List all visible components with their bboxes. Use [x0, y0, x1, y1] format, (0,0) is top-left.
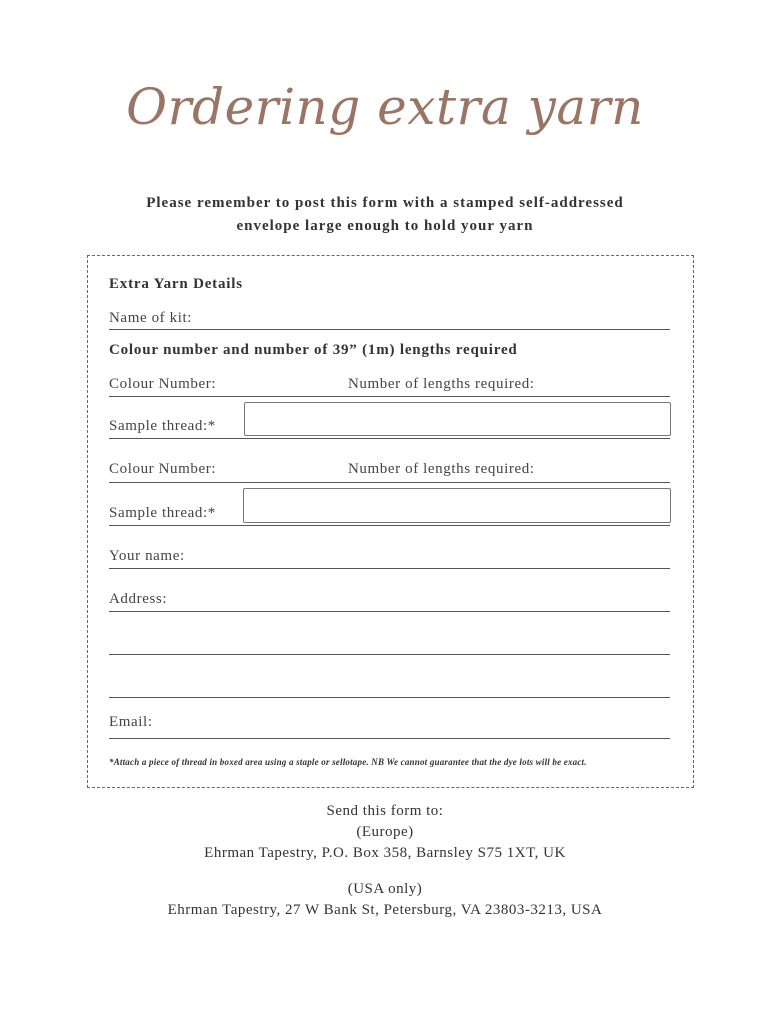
email-field[interactable]: [109, 738, 670, 739]
sample-thread-box-2[interactable]: [243, 488, 671, 523]
colour-row-2-field[interactable]: [109, 482, 670, 483]
section-heading: Extra Yarn Details: [109, 276, 243, 292]
send-to-heading: Send this form to:: [326, 803, 444, 819]
intro-line-1: Please remember to post this form with a stamped self-addressed: [146, 195, 624, 211]
usa-address: Ehrman Tapestry, 27 W Bank St, Petersburg, VA 23803-3213, USA: [167, 902, 603, 918]
address-field-line-2[interactable]: [109, 654, 670, 655]
sample-thread-line-2: [109, 525, 670, 526]
page-title: Ordering extra yarn: [126, 78, 644, 136]
europe-label: (Europe): [356, 824, 414, 840]
lengths-label-1: Number of lengths required:: [348, 376, 535, 392]
address-field-line-1[interactable]: [109, 611, 670, 612]
intro-text: [0, 192, 770, 238]
thread-attachment-note: *Attach a piece of thread in boxed area using a staple or sellotape. NB We cannot guarantee that the dye lots will be exact.: [109, 757, 587, 767]
intro-line-2: envelope large enough to hold your yarn: [236, 218, 534, 234]
kit-name-field[interactable]: [109, 329, 670, 330]
colour-heading: Colour number and number of 39” (1m) lengths required: [109, 342, 518, 358]
lengths-label-2: Number of lengths required:: [348, 461, 535, 477]
your-name-label: Your name:: [109, 548, 185, 564]
colour-number-label-1: Colour Number:: [109, 376, 217, 392]
address-field-line-3[interactable]: [109, 697, 670, 698]
sample-thread-label-1: Sample thread:*: [109, 418, 216, 434]
europe-address: Ehrman Tapestry, P.O. Box 358, Barnsley S75 1XT, UK: [204, 845, 566, 861]
colour-row-1-field[interactable]: [109, 396, 670, 397]
sample-thread-line-1: [109, 438, 670, 439]
usa-label: (USA only): [347, 881, 423, 897]
email-label: Email:: [109, 714, 153, 730]
sample-thread-box-1[interactable]: [244, 402, 671, 436]
your-name-field[interactable]: [109, 568, 670, 569]
colour-number-label-2: Colour Number:: [109, 461, 217, 477]
sample-thread-label-2: Sample thread:*: [109, 505, 216, 521]
address-label: Address:: [109, 591, 168, 607]
kit-name-label: Name of kit:: [109, 310, 193, 326]
